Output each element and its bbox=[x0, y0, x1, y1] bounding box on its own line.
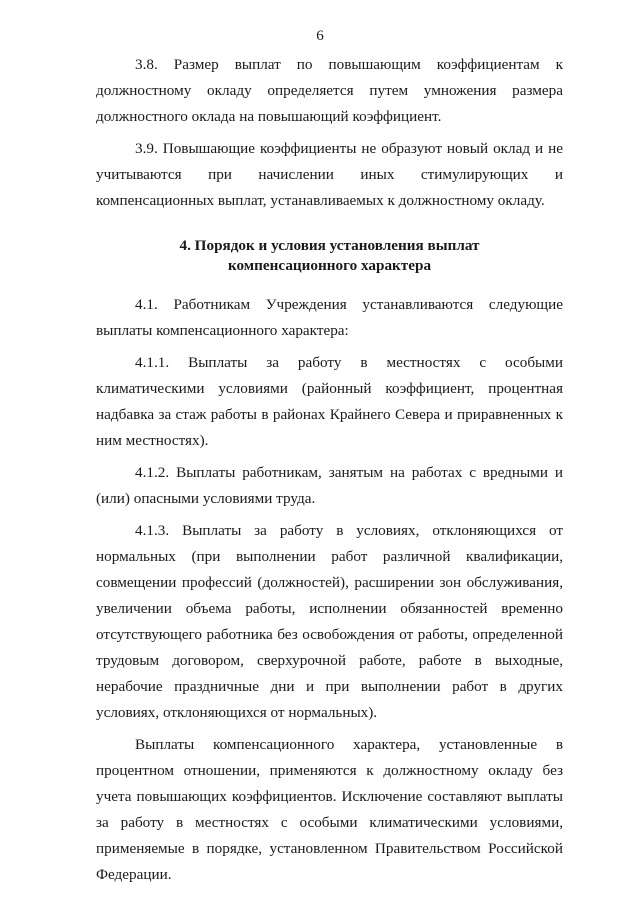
paragraph-3-9: 3.9. Повышающие коэффициенты не образуют новый оклад и не учитываются при начислении иных стимулирующих и компенсационных выплат, устанавливаемых к должностному окладу. bbox=[96, 140, 563, 209]
paragraph-4-1-3: 4.1.3. Выплаты за работу в условиях, отклоняющихся от нормальных (при выполнении работ различной квалификации, совмещении профессий (должностей), расширении зон обслуживания, увеличении объема работы, исполнении обязанностей временно отсутствующего работника без освобождения от работы, определенной трудовым договором, сверхурочной работе, работе в выходные, нерабочие праздничные дни и при выполнении работ в других условиях, отклоняющихся от нормальных). bbox=[96, 522, 563, 721]
paragraph-4-1-1: 4.1.1. Выплаты за работу в местностях с особыми климатическими условиями (районный коэффициент, процентная надбавка за стаж работы в районах Крайнего Севера и приравненных к ним местностях). bbox=[96, 354, 563, 449]
paragraph-3-8: 3.8. Размер выплат по повышающим коэффициентам к должностному окладу определяется путем умножения размера должностного оклада на повышающий коэффициент. bbox=[96, 56, 563, 125]
section-heading-line-1: 4. Порядок и условия установления выплат bbox=[179, 237, 480, 254]
paragraph-compensation-payments: Выплаты компенсационного характера, установленные в процентном отношении, применяются к должностному окладу без учета повышающих коэффициентов. Исключение составляют выплаты за работу в местностях с особыми климатическими условиями, применяемые в порядке, установленном Правительством Российской Федерации. bbox=[96, 736, 563, 883]
paragraph-4-1-2: 4.1.2. Выплаты работникам, занятым на работах с вредными и (или) опасными условиями труда. bbox=[96, 464, 563, 507]
section-heading-line-2: компенсационного характера bbox=[227, 257, 432, 274]
paragraph-4-1: 4.1. Работникам Учреждения устанавливаются следующие выплаты компенсационного характера: bbox=[96, 296, 563, 339]
section-heading bbox=[96, 236, 563, 276]
page-number: 6 bbox=[316, 28, 324, 44]
document-body bbox=[96, 52, 563, 888]
